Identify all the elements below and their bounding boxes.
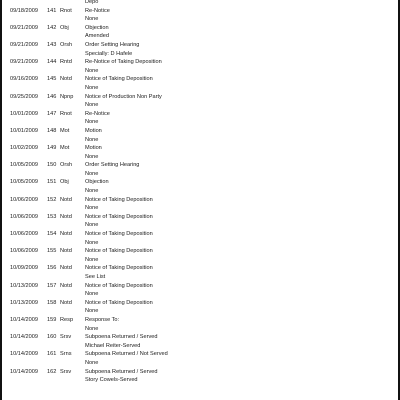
entry-description: Objection: [85, 179, 109, 186]
docket-entry-detail-row: [10, 273, 390, 282]
entry-code: Rnot: [60, 7, 72, 14]
docket-entry-row: [10, 41, 390, 50]
entry-description: Notice of Taking Deposition: [85, 248, 153, 255]
entry-date: 10/13/2009: [10, 299, 38, 306]
docket-entry-row: [10, 282, 390, 291]
docket-entry-row: [10, 196, 390, 205]
entry-detail: None: [85, 239, 99, 246]
docket-entry-detail-row: [10, 221, 390, 230]
entry-number: 147: [47, 110, 57, 117]
entry-date: 10/01/2009: [10, 127, 38, 134]
entry-code: Notd: [60, 265, 72, 272]
docket-entry-row: [10, 161, 390, 170]
docket-entry-detail-row: [10, 50, 390, 59]
entry-code: Srsv: [60, 368, 72, 375]
entry-detail: None: [85, 188, 99, 195]
docket-entry-row: [10, 7, 390, 16]
entry-detail: Specially: D Hafele: [85, 50, 133, 57]
docket-entry-detail-row: [10, 342, 390, 351]
entry-detail: Story Cowels-Served: [85, 377, 138, 384]
docket-entry-detail-row: [10, 118, 390, 127]
entry-detail: Michael Reiter-Served: [85, 342, 141, 349]
docket-entry-detail-row: [10, 101, 390, 110]
entry-code: Resp: [60, 316, 74, 323]
entry-date: 09/21/2009: [10, 41, 38, 48]
entry-detail: None: [85, 119, 99, 126]
entry-code: Npnp: [60, 93, 74, 100]
entry-code: Notd: [60, 282, 72, 289]
entry-code: Orsh: [60, 41, 73, 48]
entry-description: Objection: [85, 24, 109, 31]
docket-entry-row: [10, 213, 390, 222]
entry-code: Obj: [60, 24, 69, 31]
entry-date: 10/14/2009: [10, 368, 38, 375]
docket-entry-detail-row: [10, 204, 390, 213]
entry-description: Notice of Taking Deposition: [85, 213, 153, 220]
docket-entry-row: [10, 368, 390, 377]
docket-entry-row: [10, 316, 390, 325]
entry-number: 158: [47, 299, 57, 306]
docket-entry-row: [10, 58, 390, 67]
entry-description: Re-Notice of Taking Deposition: [85, 59, 162, 66]
entry-date: 10/06/2009: [10, 213, 38, 220]
entry-description: Order Setting Hearing: [85, 41, 140, 48]
entry-date: 10/06/2009: [10, 231, 38, 238]
entry-date: 10/14/2009: [10, 316, 38, 323]
entry-detail: None: [85, 170, 99, 177]
docket-entry-row: [10, 75, 390, 84]
docket-list: [10, 0, 390, 385]
docket-entry-detail-row: [10, 290, 390, 299]
entry-description: Notice of Taking Deposition: [85, 231, 153, 238]
entry-description: Re-Notice: [85, 7, 110, 14]
entry-detail: None: [85, 222, 99, 229]
entry-description: Subpoena Returned / Served: [85, 368, 158, 375]
docket-entry-detail-row: [10, 0, 390, 7]
entry-detail: None: [85, 308, 99, 315]
entry-code: Mot: [60, 145, 70, 152]
entry-number: 151: [47, 179, 57, 186]
entry-date: 10/05/2009: [10, 179, 38, 186]
entry-detail: Depo: [85, 0, 99, 5]
entry-number: 159: [47, 316, 57, 323]
entry-number: 157: [47, 282, 57, 289]
entry-number: 143: [47, 41, 57, 48]
docket-entry-detail-row: [10, 187, 390, 196]
entry-detail: None: [85, 102, 99, 109]
entry-number: 142: [47, 24, 57, 31]
docket-entry-row: [10, 230, 390, 239]
entry-date: 10/14/2009: [10, 334, 38, 341]
entry-number: 161: [47, 351, 57, 358]
entry-date: 10/06/2009: [10, 248, 38, 255]
entry-date: 09/21/2009: [10, 24, 38, 31]
entry-description: Notice of Taking Deposition: [85, 76, 153, 83]
entry-description: Motion: [85, 145, 102, 152]
entry-detail: See List: [85, 274, 106, 280]
docket-entry-row: [10, 127, 390, 136]
docket-entry-detail-row: [10, 325, 390, 334]
entry-date: 10/13/2009: [10, 282, 38, 289]
entry-code: Mot: [60, 127, 70, 134]
entry-number: 152: [47, 196, 57, 203]
entry-date: 10/01/2009: [10, 110, 38, 117]
entry-description: Notice of Taking Deposition: [85, 282, 153, 289]
docket-entry-detail-row: [10, 84, 390, 93]
entry-code: Notd: [60, 231, 72, 238]
entry-code: Obj: [60, 179, 69, 186]
entry-date: 09/16/2009: [10, 76, 38, 83]
docket-entry-detail-row: [10, 153, 390, 162]
entry-number: 153: [47, 213, 57, 220]
entry-code: Notd: [60, 299, 72, 306]
entry-date: 10/09/2009: [10, 265, 38, 272]
entry-number: 154: [47, 231, 57, 238]
docket-entry-row: [10, 178, 390, 187]
entry-description: Notice of Taking Deposition: [85, 196, 153, 203]
entry-number: 144: [47, 59, 57, 66]
entry-date: 10/05/2009: [10, 162, 38, 169]
entry-detail: None: [85, 84, 99, 91]
entry-code: Notd: [60, 196, 72, 203]
entry-detail: None: [85, 136, 99, 143]
entry-code: Srsv: [60, 334, 72, 341]
entry-detail: None: [85, 67, 99, 74]
entry-description: Subpoena Returned / Served: [85, 334, 158, 341]
docket-entry-row: [10, 299, 390, 308]
docket-entry-detail-row: [10, 239, 390, 248]
entry-detail: None: [85, 153, 99, 160]
entry-description: Notice of Taking Deposition: [85, 299, 153, 306]
entry-description: Subpoena Returned / Not Served: [85, 351, 168, 358]
docket-entry-detail-row: [10, 32, 390, 41]
entry-description: Notice of Production Non Party: [85, 93, 162, 100]
entry-detail: None: [85, 359, 99, 366]
entry-detail: None: [85, 16, 99, 23]
docket-entry-detail-row: [10, 256, 390, 265]
docket-entry-row: [10, 93, 390, 102]
docket-entry-detail-row: [10, 359, 390, 368]
docket-entry-detail-row: [10, 136, 390, 145]
entry-number: 141: [47, 7, 57, 14]
docket-entry-row: [10, 110, 390, 119]
entry-number: 146: [47, 93, 57, 100]
entry-detail: None: [85, 325, 99, 332]
entry-number: 150: [47, 162, 57, 169]
docket-entry-row: [10, 144, 390, 153]
entry-description: Order Setting Hearing: [85, 162, 140, 169]
entry-number: 162: [47, 368, 57, 375]
entry-number: 160: [47, 334, 57, 341]
docket-entry-row: [10, 24, 390, 33]
entry-detail: Amended: [85, 33, 109, 40]
docket-entry-detail-row: [10, 376, 390, 385]
entry-number: 156: [47, 265, 57, 272]
entry-code: Orsh: [60, 162, 73, 169]
entry-date: 09/18/2009: [10, 7, 38, 14]
docket-entry-detail-row: [10, 67, 390, 76]
entry-description: Motion: [85, 127, 102, 134]
docket-entry-row: [10, 264, 390, 273]
entry-code: Notd: [60, 76, 72, 83]
entry-date: 09/25/2009: [10, 93, 38, 100]
entry-number: 148: [47, 127, 57, 134]
entry-description: Notice of Taking Deposition: [85, 265, 153, 272]
entry-detail: None: [85, 291, 99, 298]
entry-number: 155: [47, 248, 57, 255]
entry-detail: None: [85, 205, 99, 212]
entry-code: Srns: [60, 351, 72, 358]
docket-entry-row: [10, 247, 390, 256]
entry-code: Rntd: [60, 59, 72, 66]
entry-date: 10/02/2009: [10, 145, 38, 152]
entry-code: Notd: [60, 248, 72, 255]
entry-date: 09/21/2009: [10, 59, 38, 66]
docket-entry-detail-row: [10, 15, 390, 24]
entry-description: Re-Notice: [85, 110, 110, 117]
docket-entry-detail-row: [10, 307, 390, 316]
entry-number: 149: [47, 145, 57, 152]
entry-detail: None: [85, 256, 99, 263]
docket-entry-row: [10, 333, 390, 342]
entry-date: 10/14/2009: [10, 351, 38, 358]
entry-date: 10/06/2009: [10, 196, 38, 203]
docket-entry-row: [10, 350, 390, 359]
docket-entry-detail-row: [10, 170, 390, 179]
entry-number: 145: [47, 76, 57, 83]
entry-code: Notd: [60, 213, 72, 220]
entry-description: Response To:: [85, 316, 120, 323]
entry-code: Rnot: [60, 110, 72, 117]
